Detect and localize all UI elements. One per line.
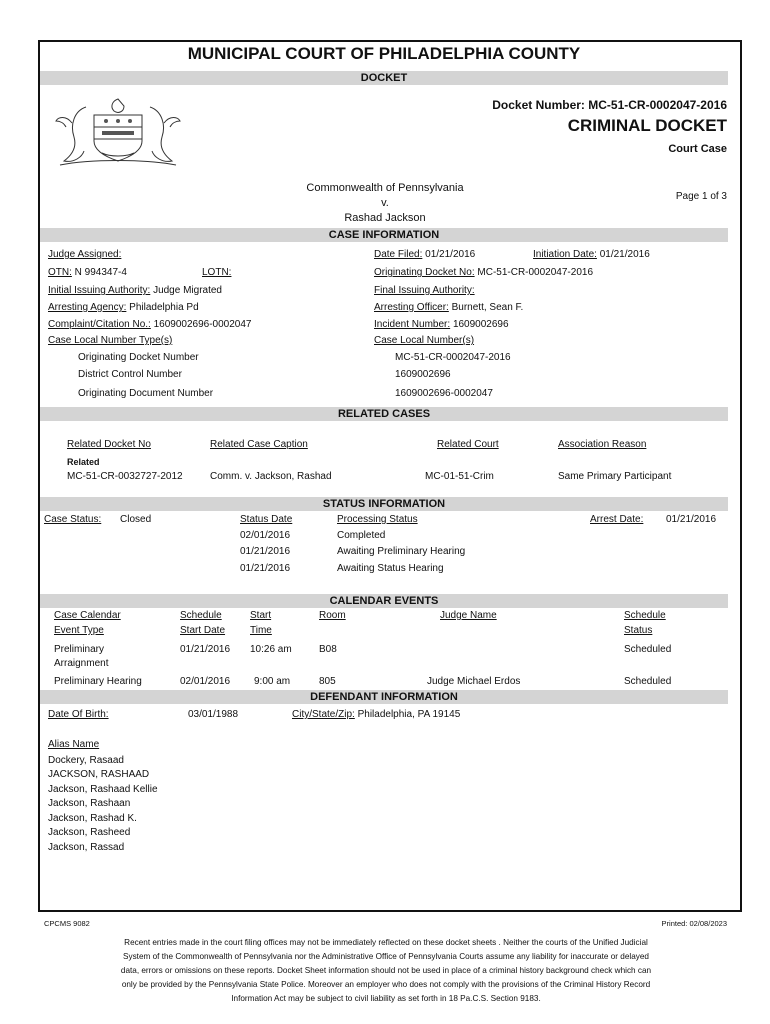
related-court-header: Related Court bbox=[437, 439, 499, 450]
local-type: Originating Document Number bbox=[78, 388, 214, 399]
arrest-date-label: Arrest Date: bbox=[590, 514, 644, 525]
schedule-status-header-2: Status bbox=[624, 625, 653, 636]
judge-name-header: Judge Name bbox=[440, 610, 497, 621]
room-header: Room bbox=[319, 610, 346, 621]
alias-name: Jackson, Rassad bbox=[48, 842, 125, 853]
lotn-label: LOTN: bbox=[202, 267, 232, 278]
disclaimer bbox=[86, 936, 686, 1006]
association-reason: Same Primary Participant bbox=[558, 471, 672, 482]
event-type-header: Case Calendar bbox=[54, 610, 121, 621]
caption-line3: Rashad Jackson bbox=[344, 212, 426, 224]
event-date: 02/01/2016 bbox=[180, 676, 231, 687]
status-date: 01/21/2016 bbox=[240, 546, 291, 557]
start-date-header: Schedule bbox=[180, 610, 222, 621]
arresting-agency: Arresting Agency: Philadelphia Pd bbox=[48, 302, 199, 313]
event-type: Preliminary bbox=[54, 644, 105, 655]
court-title: MUNICIPAL COURT OF PHILADELPHIA COUNTY bbox=[187, 44, 581, 63]
related-caption-header: Related Case Caption bbox=[210, 439, 308, 450]
case-info-bar: CASE INFORMATION bbox=[40, 228, 728, 242]
event-date: 01/21/2016 bbox=[180, 644, 231, 655]
alias-name: Jackson, Rashaan bbox=[48, 798, 131, 809]
docket-number: Docket Number: MC-51-CR-0002047-2016 bbox=[492, 98, 727, 112]
start-time-header-2: Time bbox=[250, 625, 272, 636]
otn: OTN: N 994347-4 bbox=[48, 267, 127, 278]
case-status: Closed bbox=[120, 514, 152, 525]
event-time: 9:00 am bbox=[254, 676, 291, 687]
defendant-info-bar: DEFENDANT INFORMATION bbox=[40, 690, 728, 704]
caption-line1: Commonwealth of Pennsylvania bbox=[306, 182, 464, 194]
processing-status: Awaiting Status Hearing bbox=[337, 563, 444, 574]
form-id: CPCMS 9082 bbox=[44, 919, 90, 928]
arresting-officer: Arresting Officer: Burnett, Sean F. bbox=[374, 302, 524, 313]
related-cases-bar: RELATED CASES bbox=[40, 407, 728, 421]
schedule-status-header: Schedule bbox=[624, 610, 666, 621]
processing-status: Awaiting Preliminary Hearing bbox=[337, 546, 466, 557]
related-group: Related bbox=[67, 457, 100, 467]
related-caption: Comm. v. Jackson, Rashad bbox=[210, 471, 332, 482]
alias-name: Jackson, Rashaad Kellie bbox=[48, 784, 158, 795]
local-types-label: Case Local Number Type(s) bbox=[48, 335, 173, 346]
calendar-events-bar: CALENDAR EVENTS bbox=[40, 594, 728, 608]
arrest-date: 01/21/2016 bbox=[666, 514, 717, 525]
event-room: B08 bbox=[319, 644, 337, 655]
final-authority-label: Final Issuing Authority: bbox=[374, 285, 475, 296]
related-docket-header: Related Docket No bbox=[67, 439, 151, 450]
case-status-label: Case Status: bbox=[44, 514, 102, 525]
event-type-cont: Arraignment bbox=[54, 658, 109, 669]
initiation-date: Initiation Date: 01/21/2016 bbox=[533, 249, 650, 260]
disclaimer-line: data, errors or omissions on these reports. Docket Sheet information should not be used in place of a criminal history background check which can bbox=[120, 966, 652, 975]
complaint-number: Complaint/Citation No.: 1609002696-0002047 bbox=[48, 319, 252, 330]
related-court: MC-01-51-Crim bbox=[425, 471, 494, 482]
event-status: Scheduled bbox=[624, 644, 672, 655]
docket-type: CRIMINAL DOCKET bbox=[567, 116, 727, 135]
local-number: MC-51-CR-0002047-2016 bbox=[395, 352, 511, 363]
event-judge: Judge Michael Erdos bbox=[427, 676, 521, 687]
disclaimer-line: only be provided by the Pennsylvania State Police. Moreover an employer who does not comply with the provisions of the Criminal History Record bbox=[121, 980, 651, 989]
local-type: Originating Docket Number bbox=[78, 352, 199, 363]
event-status: Scheduled bbox=[624, 676, 672, 687]
date-filed: Date Filed: 01/21/2016 bbox=[374, 249, 476, 260]
dob-label: Date Of Birth: bbox=[48, 709, 109, 720]
local-number: 1609002696-0002047 bbox=[395, 388, 493, 399]
status-info-bar: STATUS INFORMATION bbox=[40, 497, 728, 511]
related-docket: MC-51-CR-0032727-2012 bbox=[67, 471, 183, 482]
local-type: District Control Number bbox=[78, 369, 182, 380]
date-of-birth: 03/01/1988 bbox=[188, 709, 239, 720]
alias-name: Dockery, Rasaad bbox=[48, 755, 124, 766]
docket-bar: DOCKET bbox=[40, 71, 728, 85]
printed-date: Printed: 02/08/2023 bbox=[661, 919, 727, 928]
alias-name: JACKSON, RASHAAD bbox=[48, 769, 150, 780]
event-time: 10:26 am bbox=[250, 644, 292, 655]
start-date-header-2: Start Date bbox=[180, 625, 226, 636]
alias-name-header: Alias Name bbox=[48, 739, 100, 750]
association-reason-header: Association Reason bbox=[558, 439, 647, 450]
judge-assigned-label: Judge Assigned: bbox=[48, 249, 122, 260]
processing-status: Completed bbox=[337, 530, 386, 541]
alias-name: Jackson, Rasheed bbox=[48, 827, 131, 838]
event-type-header-2: Event Type bbox=[54, 625, 104, 636]
alias-name: Jackson, Rashad K. bbox=[48, 813, 137, 824]
caption-line2: v. bbox=[381, 197, 389, 209]
disclaimer-line: Information Act may be subject to civil liability as set forth in 18 Pa.C.S. Section 9183. bbox=[231, 994, 541, 1003]
start-time-header: Start bbox=[250, 610, 272, 621]
originating-docket: Originating Docket No: MC-51-CR-0002047-2016 bbox=[374, 267, 594, 278]
page-indicator: Page 1 of 3 bbox=[675, 191, 727, 202]
processing-status-header: Processing Status bbox=[337, 514, 418, 525]
status-date: 02/01/2016 bbox=[240, 530, 291, 541]
city-state-zip: City/State/Zip: Philadelphia, PA 19145 bbox=[292, 709, 461, 720]
incident-number: Incident Number: 1609002696 bbox=[374, 319, 509, 330]
event-room: 805 bbox=[319, 676, 336, 687]
local-number: 1609002696 bbox=[395, 369, 451, 380]
disclaimer-line: System of the Commonwealth of Pennsylvania nor the Administrative Office of Pennsylvania Courts assume any liability for inaccurate or delayed bbox=[123, 952, 649, 961]
case-kind: Court Case bbox=[668, 143, 727, 155]
initial-authority: Initial Issuing Authority: Judge Migrated bbox=[48, 285, 222, 296]
event-type: Preliminary Hearing bbox=[54, 676, 142, 687]
state-seal-icon bbox=[52, 93, 184, 173]
status-date-header: Status Date bbox=[240, 514, 293, 525]
disclaimer-line: Recent entries made in the court filing offices may not be immediately reflected on these docket sheets . Neither the courts of the Unified Judicial bbox=[124, 938, 648, 947]
status-date: 01/21/2016 bbox=[240, 563, 291, 574]
local-numbers-label: Case Local Number(s) bbox=[374, 335, 475, 346]
